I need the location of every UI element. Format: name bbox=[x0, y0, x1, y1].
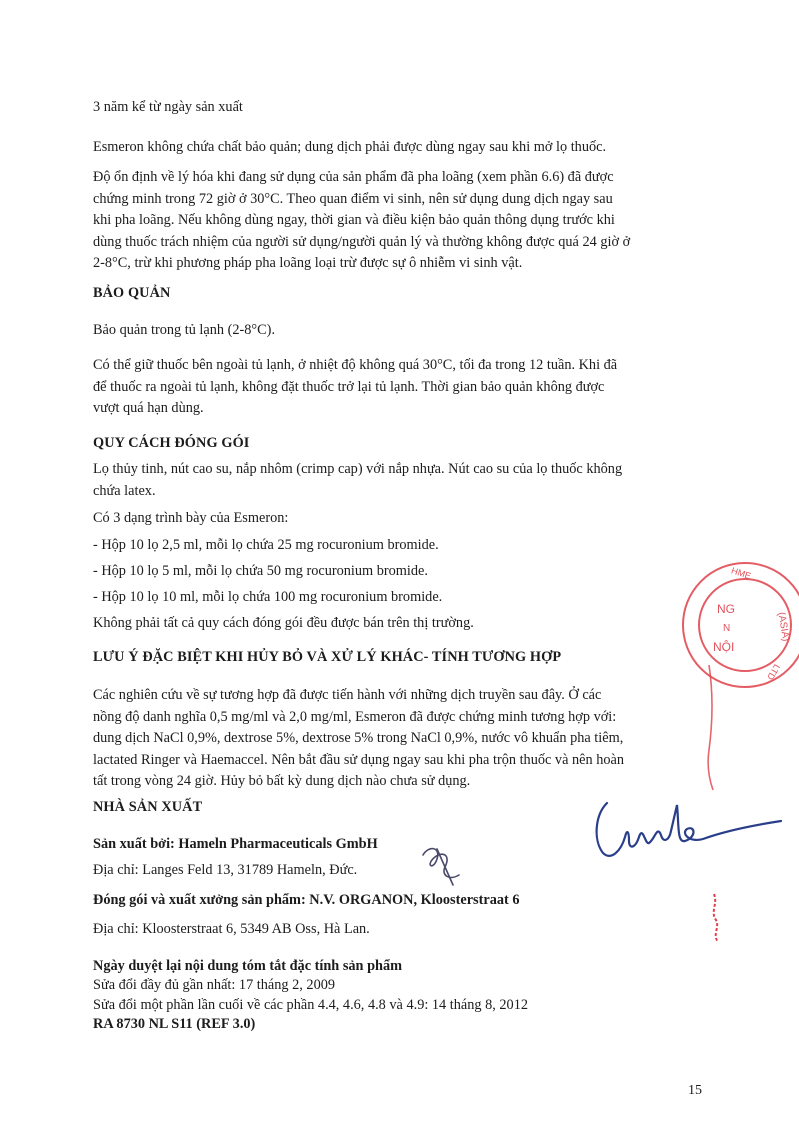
packaging-paragraph bbox=[93, 459, 709, 502]
revision-partial: Sửa đổi một phần lần cuối về các phần 4.4, 4.6, 4.8 và 4.9: 14 tháng 8, 2012 bbox=[93, 997, 528, 1013]
stability-line: khi pha loãng. Nếu không dùng ngay, thời gian và điều kiện bảo quản thông dụng trước khi bbox=[93, 212, 615, 228]
stamp-text: HME bbox=[730, 565, 753, 582]
made-by-text: Sản xuất bởi: Hameln Pharmaceuticals GmbH bbox=[93, 836, 378, 852]
stamp-ink-stroke bbox=[708, 665, 713, 790]
stability-paragraph bbox=[93, 167, 709, 275]
packaging-item: - Hộp 10 lọ 5 ml, mỗi lọ chứa 50 mg rocuronium bromide. bbox=[93, 563, 428, 579]
company-stamp bbox=[665, 555, 799, 805]
initials-stroke bbox=[423, 849, 459, 885]
packed-by-text: Đóng gói và xuất xưởng sản phẩm: N.V. ORGANON, Kloosterstraat 6 bbox=[93, 892, 520, 908]
packaging-intro: Có 3 dạng trình bày của Esmeron: bbox=[93, 510, 289, 526]
disposal-line: lactated Ringer và Haemaccel. Nên bắt đầu sử dụng ngay sau khi pha trộn thuốc và nên hoàn bbox=[93, 751, 624, 768]
page-number: 15 bbox=[688, 1083, 702, 1098]
red-ink-mark bbox=[700, 890, 730, 945]
packer-address: Địa chỉ: Kloosterstraat 6, 5349 AB Oss, Hà Lan. bbox=[93, 921, 370, 937]
stability-line: Độ ổn định về lý hóa khi đang sử dụng của sản phẩm đã pha loãng (xem phần 6.6) đã được bbox=[93, 169, 614, 185]
stability-line: chứng minh trong 72 giờ ở 30°C. Theo quan điểm vi sinh, nên sử dụng dung dịch ngay sau bbox=[93, 190, 613, 207]
storage-text: Bảo quản trong tủ lạnh (2-8°C). bbox=[93, 322, 276, 338]
signature-stroke bbox=[597, 803, 781, 856]
stability-line: dùng thuốc trách nhiệm của người sử dụng/người quản lý và thường không được quá 24 giờ ở bbox=[93, 233, 631, 250]
packaging-line: Lọ thủy tinh, nút cao su, nắp nhôm (crimp cap) với nắp nhựa. Nút cao su của lọ thuốc không bbox=[93, 461, 623, 477]
stamp-text: (ASIA) bbox=[775, 611, 792, 643]
packaging-item: - Hộp 10 lọ 2,5 ml, mỗi lọ chứa 25 mg rocuronium bromide. bbox=[93, 537, 439, 553]
disposal-heading: LƯU Ý ĐẶC BIỆT KHI HỦY BỎ VÀ XỬ LÝ KHÁC- TÍNH TƯƠNG HỢP bbox=[93, 649, 562, 665]
stability-line: 2-8°C, trừ khi phương pháp pha loãng loại trừ được sự ô nhiễm vi sinh vật. bbox=[93, 255, 523, 271]
preservative-note: Esmeron không chứa chất bảo quản; dung dịch phải được dùng ngay sau khi mở lọ thuốc. bbox=[93, 139, 607, 155]
disposal-line: nồng độ danh nghĩa 0,5 mg/ml và 2,0 mg/ml, Esmeron đã được chứng minh tương hợp với: bbox=[93, 708, 617, 725]
storage-line: Có thể giữ thuốc bên ngoài tủ lạnh, ở nhiệt độ không quá 30°C, tối đa trong 12 tuần. Khi đã bbox=[93, 357, 618, 373]
storage-heading: BẢO QUẢN bbox=[93, 285, 171, 301]
packaging-item: - Hộp 10 lọ 10 ml, mỗi lọ chứa 100 mg rocuronium bromide. bbox=[93, 589, 443, 605]
revision-full: Sửa đổi đầy đủ gần nhất: 17 tháng 2, 2009 bbox=[93, 977, 336, 993]
manufacturer-address: Địa chỉ: Langes Feld 13, 31789 Hameln, Đức. bbox=[93, 862, 358, 878]
revision-heading: Ngày duyệt lại nội dung tóm tắt đặc tính sản phẩm bbox=[93, 958, 403, 974]
storage-line: vượt quá hạn dùng. bbox=[93, 400, 204, 416]
stamp-text: N bbox=[723, 623, 731, 634]
disposal-line: dung dịch NaCl 0,9%, dextrose 5%, dextrose 5% trong NaCl 0,9%, nước vô khuẩn pha tiêm, bbox=[93, 730, 624, 746]
packaging-note: Không phải tất cả quy cách đóng gói đều được bán trên thị trường. bbox=[93, 615, 474, 631]
stamp-text: LTD bbox=[765, 662, 782, 682]
disposal-line: Các nghiên cứu về sự tương hợp đã được tiến hành với những dịch truyền sau đây. Ở các bbox=[93, 687, 602, 703]
manufacturer-heading: NHÀ SẢN XUẤT bbox=[93, 799, 203, 815]
stamp-text: NG bbox=[717, 602, 735, 616]
disposal-line: tất trong vòng 24 giờ. Hủy bỏ bất kỳ dung dịch nào chưa sử dụng. bbox=[93, 773, 471, 789]
disposal-paragraph bbox=[93, 685, 709, 793]
storage-paragraph bbox=[93, 355, 709, 420]
shelf-life-text: 3 năm kể từ ngày sản xuất bbox=[93, 99, 243, 115]
storage-line: để thuốc ra ngoài tủ lạnh, không đặt thuốc trở lại tủ lạnh. Thời gian bảo quản không được bbox=[93, 378, 605, 395]
red-ink-stroke bbox=[714, 894, 718, 942]
packaging-line: chứa latex. bbox=[93, 482, 156, 499]
stamp-inner-ring bbox=[699, 579, 791, 671]
initials-mark bbox=[415, 835, 470, 890]
packaging-heading: QUY CÁCH ĐÓNG GÓI bbox=[93, 435, 250, 451]
signature-blue bbox=[585, 785, 785, 865]
stamp-text: NỘI bbox=[713, 640, 735, 654]
reference-code: RA 8730 NL S11 (REF 3.0) bbox=[93, 1016, 256, 1032]
